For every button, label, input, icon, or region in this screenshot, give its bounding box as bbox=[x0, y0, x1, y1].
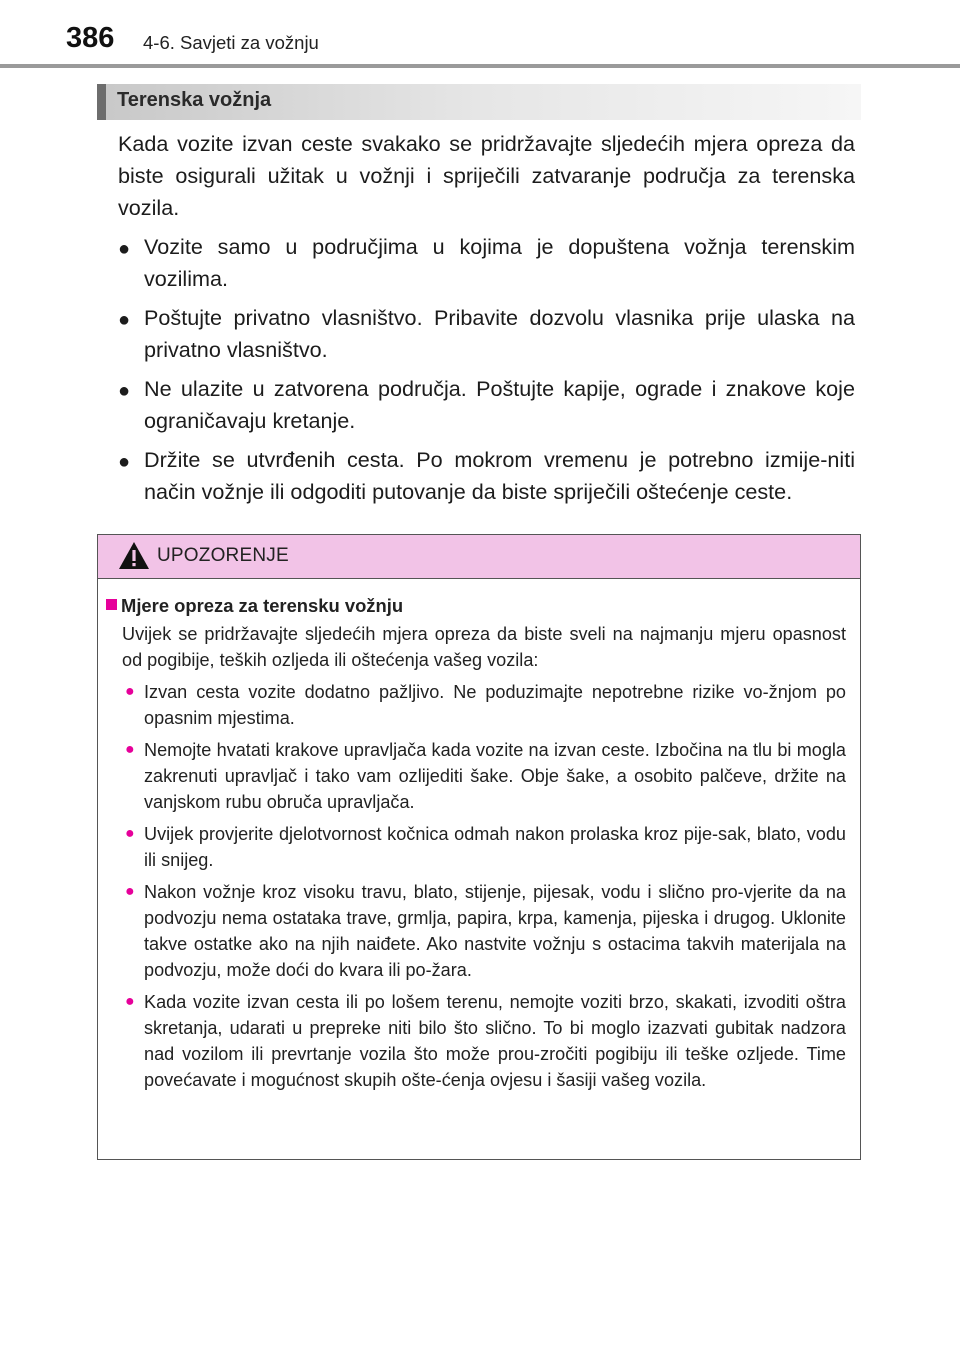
section-bar-marker bbox=[97, 84, 106, 120]
header-divider bbox=[0, 64, 960, 68]
section-intro: Kada vozite izvan ceste svakako se pridržavajte sljedećih mjera opreza da biste osigurali užitak u vožnji i spriječili zatvaranje područja za terenska vozila. bbox=[118, 131, 855, 220]
page-number: 386 bbox=[66, 22, 115, 54]
bullet-dot-icon: ● bbox=[125, 825, 135, 842]
warning-bullet-text: Nakon vožnje kroz visoku travu, blato, stijenje, pijesak, vodu i slično pro-vjerite da na podvozju nema ostataka trave, grmlja, papira, krpa, kamenja, pijeska i drugog. Uklonite takve ostatke ako na njih naiđete. Ako nastvite vožnju s ostacima takvih materijala na podvozju, može doći do kvara ili po-žara. bbox=[144, 882, 846, 980]
bullet-dot-icon: ● bbox=[125, 883, 135, 900]
warning-triangle-icon bbox=[118, 541, 150, 570]
warning-bullet bbox=[106, 821, 852, 873]
warning-heading bbox=[106, 595, 852, 617]
warning-bullet bbox=[106, 737, 852, 815]
section-bullet-text: Poštujte privatno vlasništvo. Pribavite dozvolu vlasnika prije ulaska na privatno vlasništvo. bbox=[144, 305, 855, 362]
warning-bullet bbox=[106, 679, 852, 731]
warning-bullet-text: Izvan cesta vozite dodatno pažljivo. Ne poduzimajte nepotrebne rizike vo-žnjom po opasnim mjestima. bbox=[144, 682, 846, 728]
warning-heading-text: Mjere opreza za terensku vožnju bbox=[121, 595, 404, 616]
chapter-title: 4-6. Savjeti za vožnju bbox=[143, 32, 319, 53]
warning-bullet-text: Kada vozite izvan cesta ili po lošem terenu, nemojte voziti brzo, skakati, izvoditi oštra skretanja, udarati u prepreke niti bilo što slično. To bi moglo izazvati gubitak nadzora nad vozilom ili prevrtanje vozila što može prou-zročiti pogibiju ili teške ozljede. Time povećavate i mogućnost skupih ošte-ćenja ovjesu i šasiji vašeg vozila. bbox=[144, 992, 846, 1090]
warning-bullet-text: Uvijek provjerite djelotvornost kočnica odmah nakon prolaska kroz pije-sak, blato, vodu ili snijeg. bbox=[144, 824, 846, 870]
bullet-dot-icon: ● bbox=[118, 238, 131, 260]
warning-header bbox=[98, 535, 860, 579]
section-body bbox=[118, 128, 855, 508]
bullet-dot-icon: ● bbox=[125, 993, 135, 1010]
section-title: Terenska vožnja bbox=[117, 89, 272, 111]
section-bullet-text: Držite se utvrđenih cesta. Po mokrom vremenu je potrebno izmije-niti način vožnje ili odgoditi putovanje da biste spriječili oštećenje ceste. bbox=[144, 447, 855, 504]
warning-bullet bbox=[106, 989, 852, 1093]
warning-intro: Uvijek se pridržavajte sljedećih mjera opreza da biste sveli na najmanju mjeru opasnost od pogibije, teških ozljeda ili oštećenja vašeg vozila: bbox=[122, 624, 846, 670]
warning-title: UPOZORENJE bbox=[157, 545, 289, 566]
section-bullet bbox=[118, 444, 855, 508]
warning-box bbox=[97, 534, 861, 1160]
bullet-dot-icon: ● bbox=[118, 380, 131, 402]
section-bullet-text: Ne ulazite u zatvorena područja. Poštujte kapije, ograde i znakove koje ograničavaju kretanje. bbox=[144, 376, 855, 433]
bullet-dot-icon: ● bbox=[125, 683, 135, 700]
bullet-dot-icon: ● bbox=[118, 309, 131, 331]
bullet-dot-icon: ● bbox=[118, 451, 131, 473]
section-header-bar bbox=[97, 84, 861, 120]
warning-body bbox=[98, 579, 860, 1093]
section-bullet bbox=[118, 373, 855, 437]
warning-bullet bbox=[106, 879, 852, 983]
section-bullet-text: Vozite samo u područjima u kojima je dopuštena vožnja terenskim vozilima. bbox=[144, 234, 855, 291]
section-bullet bbox=[118, 231, 855, 295]
warning-bullet-text: Nemojte hvatati krakove upravljača kada vozite na izvan ceste. Izbočina na tlu bi mogla zakrenuti upravljač i tako vam ozlijediti šake. Obje šake, a osobito palčeve, držite na vanjskom rubu obruča upravljača. bbox=[144, 740, 846, 812]
bullet-dot-icon: ● bbox=[125, 741, 135, 758]
section-bullet bbox=[118, 302, 855, 366]
square-bullet-icon bbox=[106, 599, 117, 610]
